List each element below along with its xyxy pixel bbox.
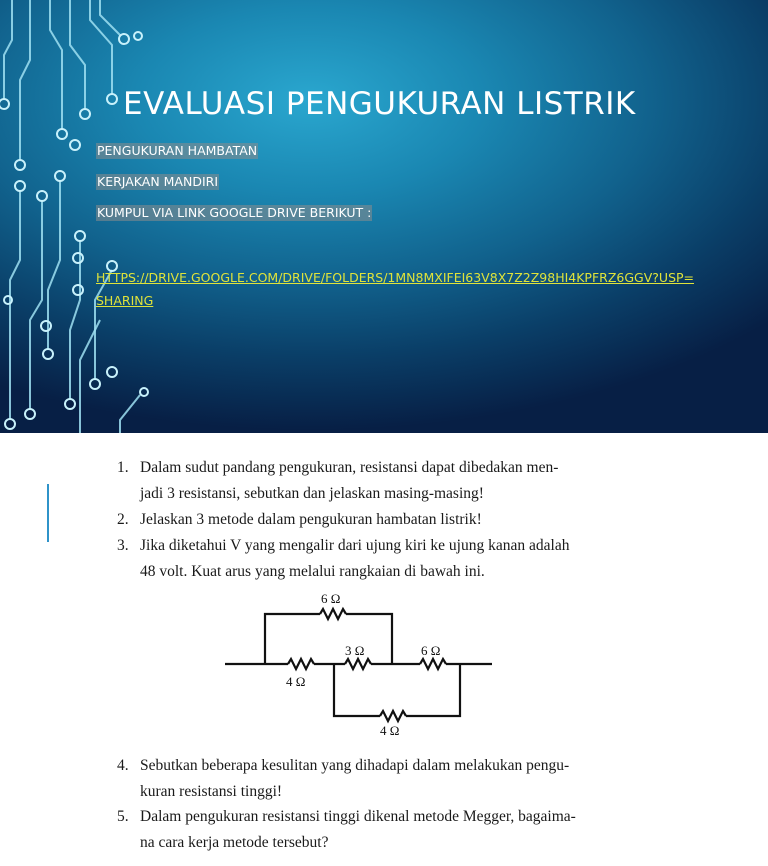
resistor-right-6ohm <box>420 659 446 669</box>
wire-top-loop <box>265 614 320 664</box>
question-text: na cara kerja metode tersebut? <box>140 834 329 851</box>
label-r-right: 6 Ω <box>421 643 441 658</box>
question-text: Sebutkan beberapa kesulitan yang dihadapi dalam melakukan pengu- <box>140 757 570 774</box>
question-sheet <box>0 433 768 866</box>
resistor-bottom-4ohm <box>380 711 406 721</box>
label-r-bottom: 4 Ω <box>380 723 400 738</box>
question-number: 3. <box>117 537 129 554</box>
question-text: Dalam pengukuran resistansi tinggi dikenal metode Megger, bagaima- <box>140 808 576 825</box>
question-text: 48 volt. Kuat arus yang melalui rangkaian di bawah ini. <box>140 563 485 580</box>
resistor-left-4ohm <box>288 659 314 669</box>
subtitle-kumpul: KUMPUL VIA LINK GOOGLE DRIVE BERIKUT : <box>97 205 372 220</box>
resistor-circuit-diagram <box>220 591 500 741</box>
subtitle-kerjakan: KERJAKAN MANDIRI <box>97 174 219 189</box>
resistor-mid-3ohm <box>345 659 371 669</box>
resistor-top-6ohm <box>320 609 346 619</box>
label-r-top: 6 Ω <box>321 591 341 606</box>
google-drive-link[interactable]: HTTPS://DRIVE.GOOGLE.COM/DRIVE/FOLDERS/1MN8MXIFEI63V8X7Z2Z98HI4KPFRZ6GGV?USP=SHARING <box>96 270 695 308</box>
question-number: 4. <box>117 757 129 774</box>
question-text: Dalam sudut pandang pengukuran, resistansi dapat dibedakan men- <box>140 459 559 476</box>
question-text: kuran resistansi tinggi! <box>140 783 283 800</box>
subtitle-pengukuran: PENGUKURAN HAMBATAN <box>97 143 258 158</box>
question-text: Jelaskan 3 metode dalam pengukuran hambatan listrik! <box>140 511 482 528</box>
question-number: 5. <box>117 808 129 825</box>
blue-accent-bar <box>47 484 49 542</box>
wire-bottom-loop <box>334 664 380 716</box>
slide-title: EVALUASI PENGUKURAN LISTRIK <box>123 86 636 122</box>
question-number: 2. <box>117 511 129 528</box>
label-r-left: 4 Ω <box>286 674 306 689</box>
question-text: jadi 3 resistansi, sebutkan dan jelaskan masing-masing! <box>140 485 484 502</box>
question-text: Jika diketahui V yang mengalir dari ujung kiri ke ujung kanan adalah <box>140 537 570 554</box>
question-number: 1. <box>117 459 129 476</box>
label-r-mid: 3 Ω <box>345 643 365 658</box>
